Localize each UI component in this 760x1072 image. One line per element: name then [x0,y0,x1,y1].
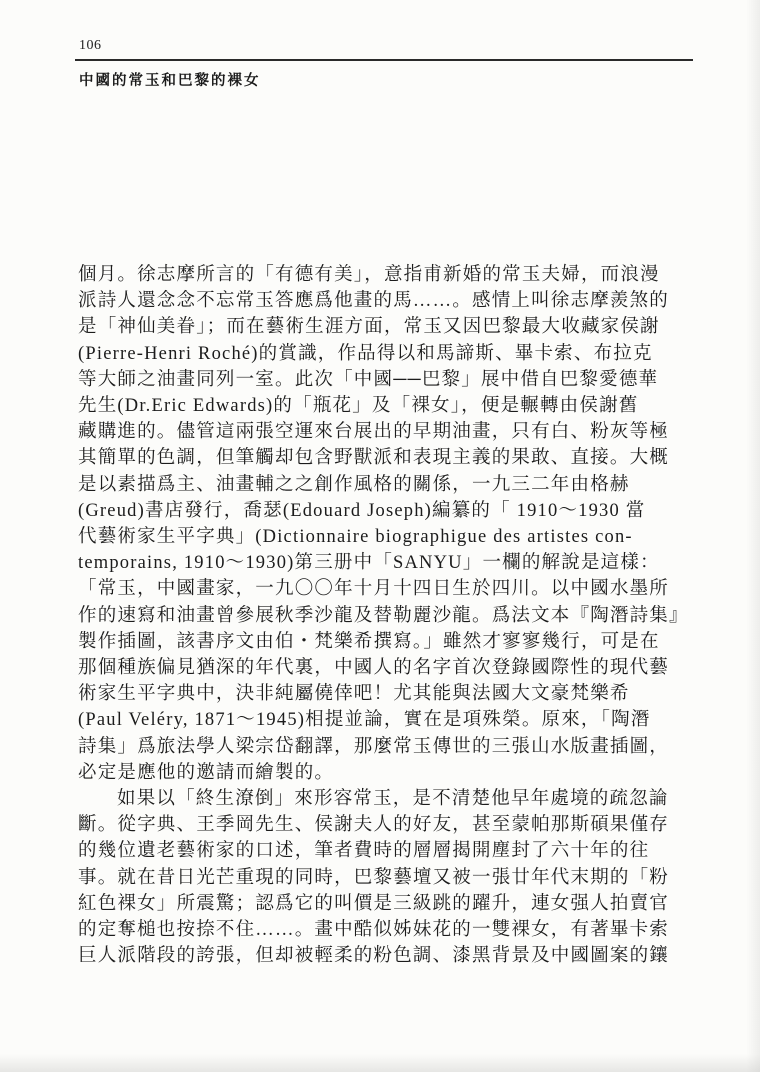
text-line: 作的速寫和油畫曾參展秋季沙龍及替勒麗沙龍。爲法文本『陶潛詩集』 [78,605,689,626]
running-head: 中國的常玉和巴黎的裸女 [79,73,261,89]
text-line: 個月。徐志摩所言的「有德有美」，意指甫新婚的常玉夫婦，而浪漫 [78,265,660,285]
text-line: 那個種族偏見猶深的年代裏，中國人的名字首次登錄國際性的現代藝 [78,658,670,679]
text-line: 的定奪槌也按捺不住……。畫中酷似姊妹花的一雙裸女，有著畢卡索 [78,920,670,941]
text-line: 等大師之油畫同列一室。此次「中國──巴黎」展中借自巴黎愛德華 [78,369,659,390]
text-line: (Paul Veléry, 1871～1945)相提並論，實在是項殊榮。原來，「陶潛 [78,710,651,731]
text-line: 的幾位遺老藝術家的口述，筆者費時的層層揭開塵封了六十年的往 [78,841,650,862]
text-line: 事。就在昔日光芒重現的同時，巴黎藝壇又被一張廿年代末期的「粉 [78,867,670,888]
text-line: 製作插圖，該書序文由伯・梵樂希撰寫。」雖然才寥寥幾行，可是在 [78,631,660,652]
text-line: 紅色裸女」所震驚；認爲它的叫價是三級跳的躍升，連女强人拍賣官 [78,893,670,914]
text-line: 其簡單的色調，但筆觸却包含野獸派和表現主義的果敢、直接。大概 [78,448,670,469]
text-line: 藏購進的。儘管這兩張空運來台展出的早期油畫，只有白、粉灰等極 [78,422,670,443]
text-line: 是以素描爲主、油畫輔之之創作風格的關係，一九三二年由格赫 [78,474,630,495]
text-line-paragraph-start: 如果以「終生潦倒」來形容常玉，是不清楚他早年處境的疏忽論 [117,789,669,810]
header-rule [75,59,693,61]
body-text-block [78,262,689,969]
page-number: 106 [79,38,102,53]
text-line: 是「神仙美眷」；而在藝術生涯方面，常玉又因巴黎最大收藏家侯謝 [78,317,660,338]
text-line: 術家生平字典中，決非純屬僥倖吧！尤其能與法國大文豪梵樂希 [78,684,630,705]
text-line: 「常玉，中國畫家，一九〇〇年十月十四日生於四川。以中國水墨所 [78,579,670,600]
text-line: 斷。從字典、王季岡先生、侯謝夫人的好友，甚至蒙帕那斯碩果僅存 [78,815,670,836]
text-line: 先生(Dr.Eric Edwards)的「瓶花」及「裸女」，便是輾轉由侯謝舊 [78,396,639,417]
text-line: 巨人派階段的誇張，但却被輕柔的粉色調、漆黑背景及中國圖案的鑲 [78,946,670,967]
text-line: 必定是應他的邀請而繪製的。 [78,762,335,783]
text-line: 派詩人還念念不忘常玉答應爲他畫的馬……。感情上叫徐志摩羨煞的 [78,291,670,312]
text-line: (Greud)書店發行，喬瑟(Edouard Joseph)編纂的「 1910～1930 當 [78,500,646,521]
text-line: 詩集」爲旅法學人梁宗岱翻譯，那麼常玉傳世的三張山水版畫插圖， [78,736,670,757]
text-line: 代藝術家生平字典」(Dictionnaire biographigue des artistes con- [78,527,633,548]
text-line: temporains, 1910～1930)第三册中「SANYU」一欄的解說是這樣： [78,553,660,574]
text-line: (Pierre-Henri Roché)的賞識，作品得以和馬諦斯、畢卡索、布拉克 [78,343,653,364]
